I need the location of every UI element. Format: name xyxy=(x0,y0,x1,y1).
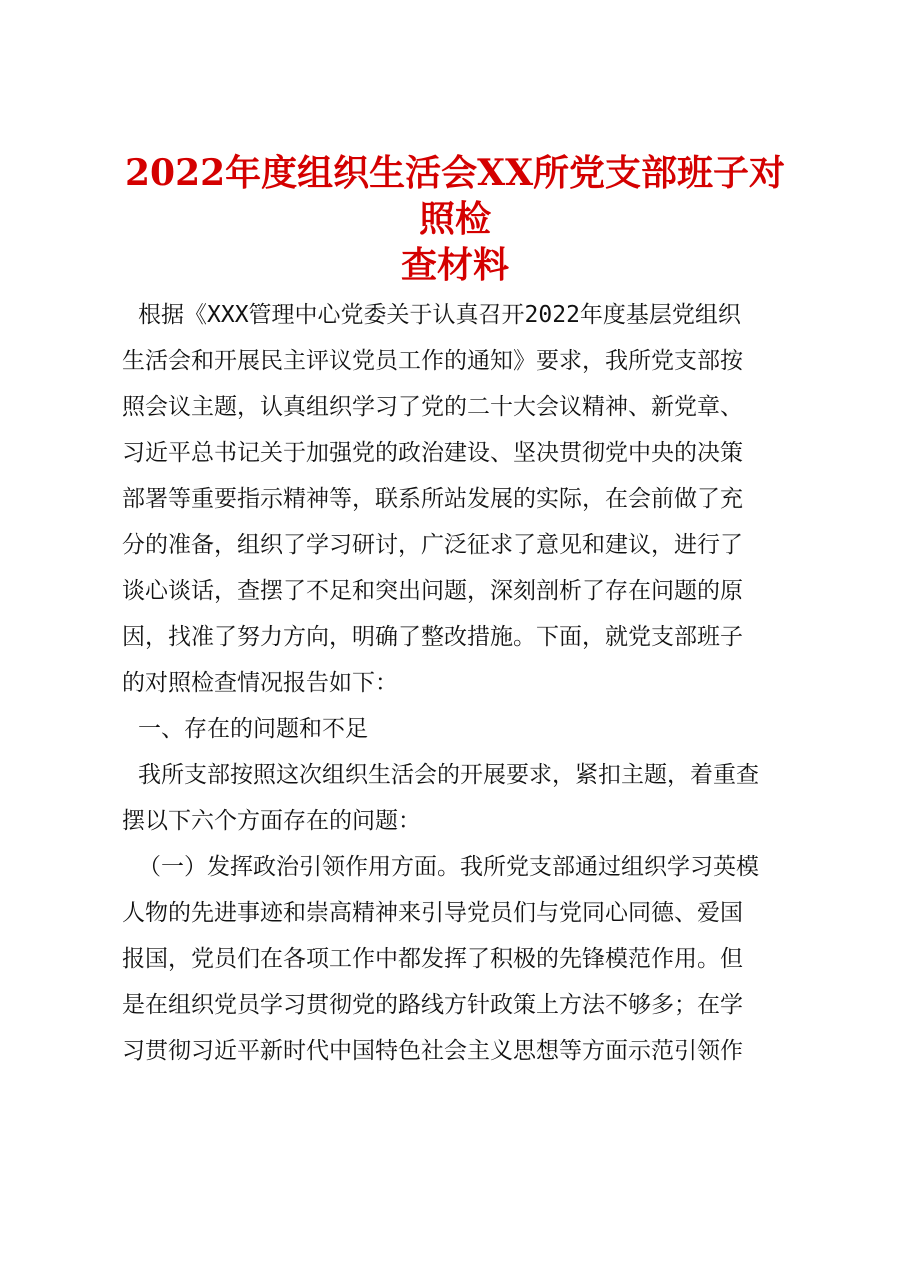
paragraph-line: 报国，党员们在各项工作中都发挥了积极的先锋模范作用。但 xyxy=(122,946,743,972)
section-heading: 一、存在的问题和不足 xyxy=(138,716,368,742)
paragraph-line: 分的准备，组织了学习研讨，广泛征求了意见和建议，进行了 xyxy=(122,532,743,558)
paragraph-line: 的对照检查情况报告如下： xyxy=(122,670,398,696)
paragraph-line: 谈心谈话，查摆了不足和突出问题，深刻剖析了存在问题的原 xyxy=(122,578,743,604)
paragraph-line: 部署等重要指示精神等，联系所站发展的实际，在会前做了充 xyxy=(122,486,743,512)
paragraph-line: 是在组织党员学习贯彻党的路线方针政策上方法不够多；在学 xyxy=(122,992,743,1018)
paragraph-line: 人物的先进事迹和崇高精神来引导党员们与党同心同德、爱国 xyxy=(122,900,743,926)
document-title xyxy=(110,150,800,288)
paragraph-line: 摆以下六个方面存在的问题： xyxy=(122,808,421,834)
paragraph-line: 照会议主题，认真组织学习了党的二十大会议精神、新党章、 xyxy=(122,394,743,420)
paragraph-line: 习近平总书记关于加强党的政治建设、坚决贯彻党中央的决策 xyxy=(122,440,743,466)
document-body xyxy=(122,292,802,1074)
title-line: 查材料 xyxy=(400,244,509,286)
paragraph-line: 因，找准了努力方向，明确了整改措施。下面，就党支部班子 xyxy=(122,624,743,650)
paragraph-line: 习贯彻习近平新时代中国特色社会主义思想等方面示范引领作 xyxy=(122,1038,743,1064)
title-line: 2022年度组织生活会XX所党支部班子对照检 xyxy=(124,152,786,240)
paragraph-line: 根据《XXX管理中心党委关于认真召开2022年度基层党组织 xyxy=(138,302,741,328)
paragraph-line: （一）发挥政治引领作用方面。我所党支部通过组织学习英模 xyxy=(138,854,759,880)
paragraph-line: 我所支部按照这次组织生活会的开展要求，紧扣主题，着重查 xyxy=(138,762,759,788)
paragraph-line: 生活会和开展民主评议党员工作的通知》要求，我所党支部按 xyxy=(122,348,743,374)
